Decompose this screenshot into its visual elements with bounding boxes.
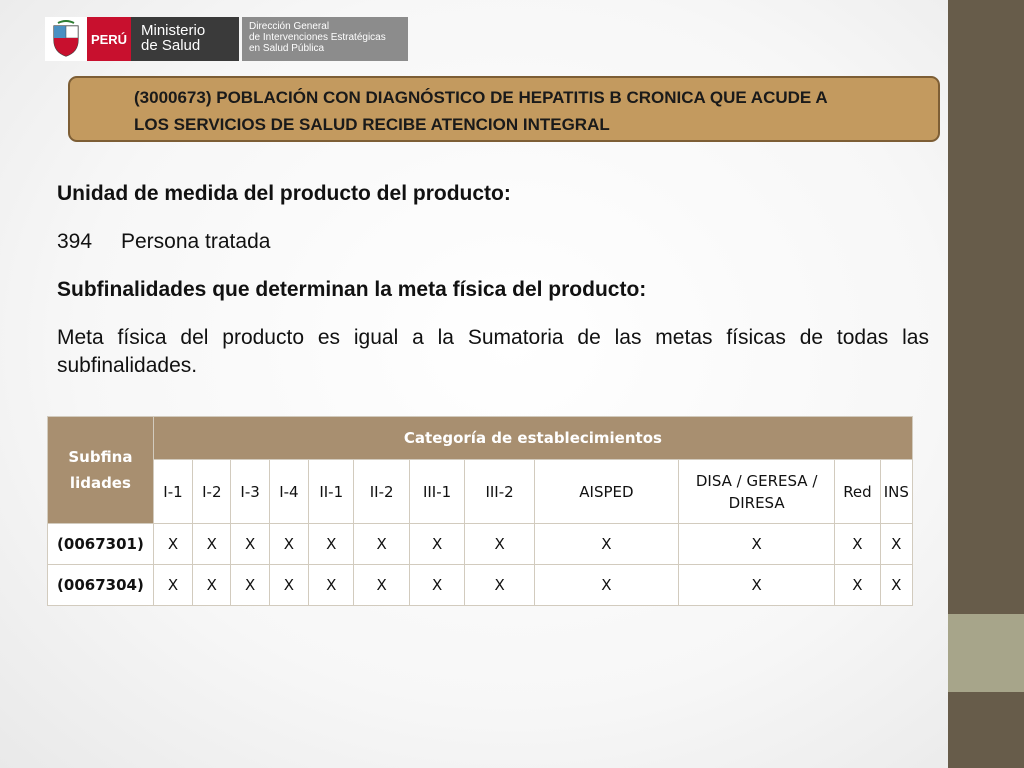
- table-cell: X: [269, 524, 308, 565]
- category-cell: AISPED: [534, 460, 678, 524]
- table-row: [48, 565, 913, 606]
- table-cell: X: [835, 565, 880, 606]
- table-cell: X: [354, 524, 409, 565]
- table-cell: X: [409, 565, 464, 606]
- product-banner: [68, 76, 940, 142]
- table-cell: X: [231, 565, 269, 606]
- subfinalities-header: [48, 417, 154, 524]
- header-row: [48, 417, 913, 460]
- table-cell: X: [193, 524, 231, 565]
- table-cell: X: [193, 565, 231, 606]
- category-cell: I-1: [153, 460, 192, 524]
- table-cell: X: [465, 565, 535, 606]
- subfinalities-header-line-1: Subfina: [68, 448, 133, 466]
- category-cell: III-1: [409, 460, 464, 524]
- coat-of-arms-icon: [45, 17, 87, 61]
- directorate-line-2: de Intervenciones Estratégicas: [249, 32, 386, 43]
- category-row: [48, 460, 913, 524]
- directorate-line-1: Dirección General: [249, 21, 330, 32]
- table-cell: X: [880, 565, 912, 606]
- table-cell: X: [835, 524, 880, 565]
- directorate-line-3: en Salud Pública: [249, 43, 325, 54]
- directorate-name: [242, 17, 408, 61]
- unit-line: [57, 230, 929, 254]
- ministry-logo: [45, 17, 408, 61]
- table-cell: X: [409, 524, 464, 565]
- table-cell: X: [679, 565, 835, 606]
- table-row: [48, 524, 913, 565]
- category-cell: II-1: [309, 460, 354, 524]
- category-header: Categoría de establecimientos: [153, 417, 912, 460]
- table-cell: X: [231, 524, 269, 565]
- banner-line-1: (3000673) POBLACIÓN CON DIAGNÓSTICO DE HEPATITIS B CRONICA QUE ACUDE A: [134, 88, 828, 107]
- table-cell: X: [309, 565, 354, 606]
- table-cell: X: [269, 565, 308, 606]
- ministry-name: [131, 17, 239, 61]
- subfinality-code: (0067301): [48, 524, 154, 565]
- peru-label: PERÚ: [87, 17, 131, 61]
- subfinalities-heading: Subfinalidades que determinan la meta física del producto:: [57, 278, 647, 301]
- category-cell: III-2: [465, 460, 535, 524]
- side-bar-accent: [948, 614, 1024, 692]
- table-cell: X: [465, 524, 535, 565]
- category-cell: I-2: [193, 460, 231, 524]
- table-cell: X: [153, 565, 192, 606]
- category-cell: II-2: [354, 460, 409, 524]
- table-cell: X: [679, 524, 835, 565]
- unit-label: Persona tratada: [121, 230, 271, 253]
- description-paragraph: Meta física del producto es igual a la Sumatoria de las metas físicas de todas las subfinalidades.: [57, 326, 929, 377]
- ministry-line-2: de Salud: [141, 37, 201, 54]
- category-cell: DISA / GERESA / DIRESA: [679, 460, 835, 524]
- subfinality-code: (0067304): [48, 565, 154, 606]
- category-cell: Red: [835, 460, 880, 524]
- table-cell: X: [534, 565, 678, 606]
- banner-line-2: LOS SERVICIOS DE SALUD RECIBE ATENCION INTEGRAL: [134, 115, 610, 134]
- category-cell: I-4: [269, 460, 308, 524]
- category-cell: I-3: [231, 460, 269, 524]
- category-cell: INS: [880, 460, 912, 524]
- table-cell: X: [534, 524, 678, 565]
- table-cell: X: [354, 565, 409, 606]
- table-cell: X: [309, 524, 354, 565]
- subfinalities-header-line-2: lidades: [69, 474, 131, 492]
- table-cell: X: [153, 524, 192, 565]
- table-cell: X: [880, 524, 912, 565]
- unit-heading: Unidad de medida del producto del producto:: [57, 182, 511, 205]
- unit-code: 394: [57, 230, 93, 253]
- subfinalities-table: [47, 416, 913, 606]
- ministry-line-1: Ministerio: [141, 22, 206, 39]
